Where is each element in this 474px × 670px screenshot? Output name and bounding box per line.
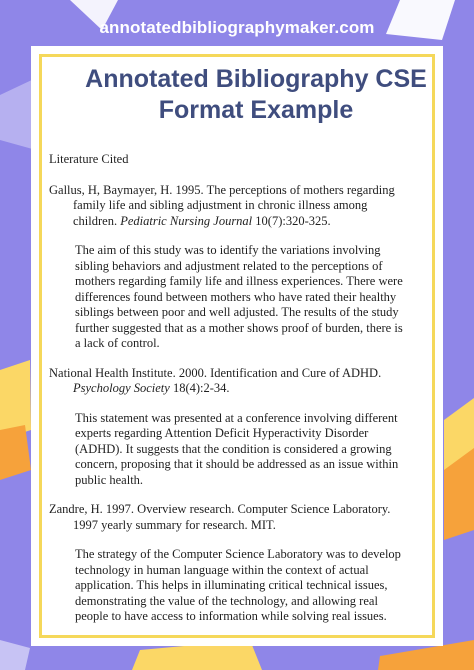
title-line-2: Format Example <box>158 96 354 124</box>
citation-2-text: National Health Institute. 2000. Identification and Cure of ADHD. <box>49 365 382 380</box>
citation-2 <box>49 366 411 397</box>
document-body <box>49 152 411 639</box>
citation-3-text: Zandre, H. 1997. Overview research. Computer Science Laboratory. 1997 yearly summary for research. MIT. <box>49 502 391 532</box>
decor-white-bottom-left <box>0 640 30 670</box>
citation-2-details: 18(4):2-34. <box>169 381 230 395</box>
citation-3 <box>49 502 411 533</box>
section-heading: Literature Cited <box>49 152 129 166</box>
document-card <box>31 46 443 646</box>
annotation-1: The aim of this study was to identify the variations involving sibling behaviors and adjustment related to the perceptions of mothers regarding family life and illness experiences. There were differences found between mothers who have rated their healthy siblings between poor and well adjusted. The results of the study further suggested that as a mother shows proof of burden, there is a lack of control. <box>75 243 403 350</box>
citation-1-text: Gallus, H, Baymayer, H. 1995. The perceptions of mothers regarding family life and sibling adjustment in chronic illness among children. <box>49 182 395 228</box>
decor-orange-left <box>0 425 31 480</box>
annotation-3: The strategy of the Computer Science Laboratory was to develop technology in human language within the context of actual application. This helps in illuminating critical technical issues, demonstrating the value of the technology, and allowing real people to have access to information while solving real issues. <box>75 547 401 623</box>
citation-1 <box>49 183 411 230</box>
site-url: annotatedbibliographymaker.com <box>99 18 375 37</box>
annotation-2: This statement was presented at a conference involving different experts regarding Attention Deficit Hyperactivity Disorder (ADHD). It suggests that the condition is considered a growing concern, proposing that it should be addressed as an issue within public health. <box>75 410 399 487</box>
title-line-1: Annotated Bibliography CSE <box>85 65 427 93</box>
page-title <box>61 64 451 126</box>
citation-1-journal: Pediatric Nursing Journal <box>120 213 253 228</box>
citation-2-journal: Psychology Society <box>73 381 170 395</box>
citation-1-details: 10(7):320-325. <box>252 213 331 228</box>
